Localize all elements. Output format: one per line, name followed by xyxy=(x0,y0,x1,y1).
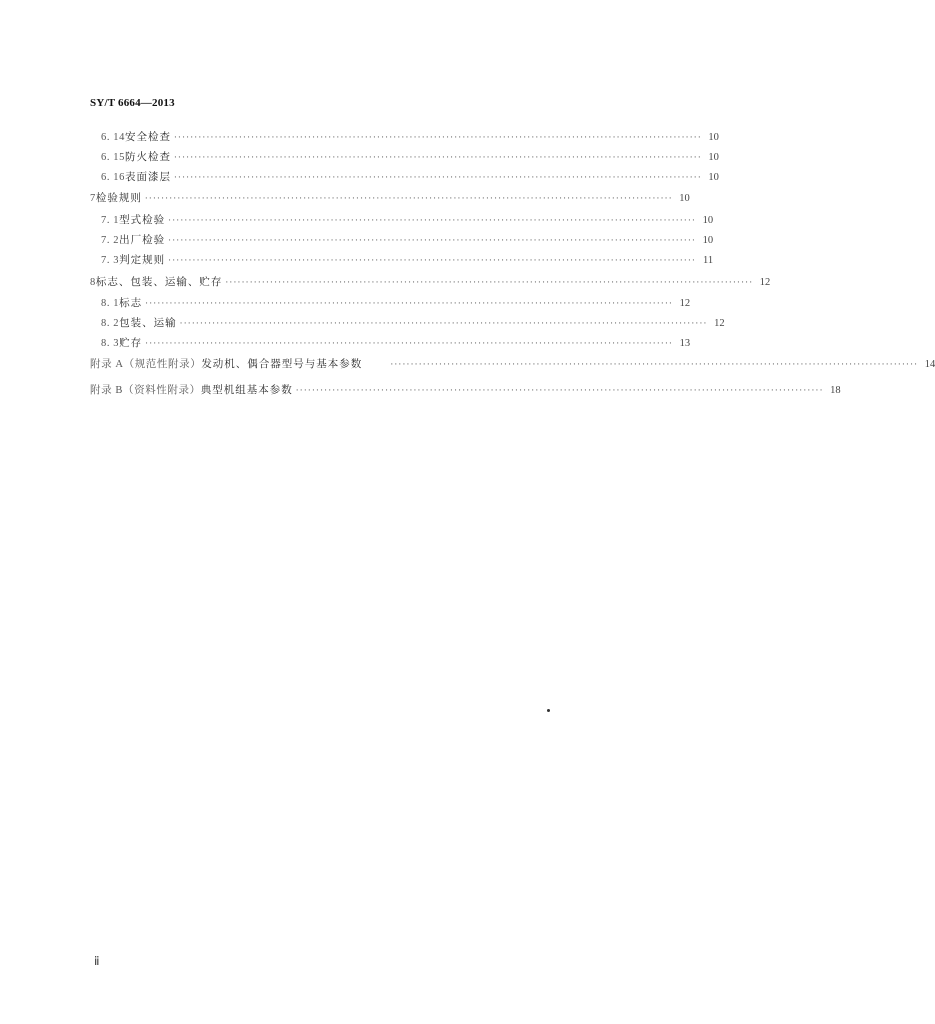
toc-entry-title: 典型机组基本参数 xyxy=(200,384,293,396)
toc-entry-7-3[interactable] xyxy=(101,253,714,267)
toc-entry-page: 11 xyxy=(702,255,714,266)
toc-entry-page: 10 xyxy=(708,132,719,143)
dot-leader: ·································································································································· xyxy=(225,278,754,288)
dot-leader: ·································································································································· xyxy=(168,216,697,226)
dot-leader: ·································································································································· xyxy=(145,299,674,309)
dot-leader: ·································································································································· xyxy=(174,173,702,183)
toc-entry-title: 型式检验 xyxy=(119,214,166,226)
toc-entry-8[interactable] xyxy=(90,275,771,289)
annex-label: 附录 B（资料性附录） xyxy=(90,385,201,396)
toc-entry-page: 12 xyxy=(714,318,725,329)
toc-entry-title: 表面漆层 xyxy=(125,171,171,183)
toc-entry-title: 判定规则 xyxy=(119,254,166,266)
dot-leader: ·································································································································· xyxy=(144,194,673,204)
annex-label: 附录 A（规范性附录） xyxy=(90,359,202,370)
toc-entry-number: 7. 3 xyxy=(101,255,120,266)
toc-entry-number: 8. 2 xyxy=(101,318,120,329)
toc-entry-title: 包装、运输 xyxy=(119,317,177,329)
standard-code-header: SY/T 6664—2013 xyxy=(90,97,175,109)
toc-entry-annex-a[interactable] xyxy=(90,357,935,371)
toc-entry-7-2[interactable] xyxy=(101,233,714,247)
toc-entry-page: 12 xyxy=(679,298,691,309)
toc-entry-7[interactable] xyxy=(90,191,690,205)
toc-entry-title: 安全检查 xyxy=(125,131,171,143)
toc-entry-page: 10 xyxy=(708,152,719,163)
toc-entry-annex-b[interactable] xyxy=(90,383,841,397)
dot-leader: ·································································································································· xyxy=(179,319,708,329)
toc-entry-8-1[interactable] xyxy=(101,296,691,310)
toc-entry-page: 13 xyxy=(679,338,691,349)
toc-entry-number: 6. 14 xyxy=(101,132,125,143)
toc-entry-number: 6. 15 xyxy=(101,152,125,163)
toc-entry-page: 10 xyxy=(708,172,719,183)
toc-entry-8-2[interactable] xyxy=(101,316,725,330)
toc-entry-6-15[interactable] xyxy=(101,150,719,164)
toc-entry-page: 10 xyxy=(702,215,714,226)
toc-entry-title: 检验规则 xyxy=(95,192,142,204)
toc-entry-title: 发动机、偶合器型号与基本参数 xyxy=(201,358,363,370)
toc-entry-7-1[interactable] xyxy=(101,213,714,227)
page-number: ⅱ xyxy=(94,954,100,968)
dot-leader: ·································································································································· xyxy=(295,386,824,396)
dot-leader: ·································································································································· xyxy=(168,236,697,246)
toc-entry-number: 7 xyxy=(90,193,96,204)
dot-leader: ·································································································································· xyxy=(174,153,702,163)
dot-leader: ·································································································································· xyxy=(145,339,674,349)
toc-entry-number: 7. 1 xyxy=(101,215,120,226)
dot-leader: ·································································································································· xyxy=(390,360,919,370)
toc-entry-page: 18 xyxy=(830,385,841,396)
toc-entry-page: 10 xyxy=(679,193,690,204)
toc-entry-title: 标志 xyxy=(119,297,143,309)
toc-entry-title: 标志、包装、运输、贮存 xyxy=(95,276,223,288)
toc-entry-6-16[interactable] xyxy=(101,170,719,184)
toc-entry-number: 8. 3 xyxy=(101,338,120,349)
toc-entry-page: 14 xyxy=(924,359,935,370)
toc-entry-number: 8. 1 xyxy=(101,298,120,309)
toc-entry-number: 8 xyxy=(90,277,96,288)
toc-entry-title: 出厂检验 xyxy=(119,234,166,246)
toc-entry-page: 10 xyxy=(702,235,714,246)
dot-leader: ·································································································································· xyxy=(168,256,697,266)
toc-entry-page: 12 xyxy=(759,277,771,288)
toc-entry-title: 防火检查 xyxy=(125,151,171,163)
dot-leader: ·································································································································· xyxy=(174,133,702,143)
toc-entry-number: 7. 2 xyxy=(101,235,120,246)
toc-entry-number: 6. 16 xyxy=(101,172,125,183)
toc-entry-8-3[interactable] xyxy=(101,336,691,350)
toc-entry-6-14[interactable] xyxy=(101,130,719,144)
toc-entry-title: 贮存 xyxy=(119,337,143,349)
stray-ink-dot xyxy=(547,709,550,712)
